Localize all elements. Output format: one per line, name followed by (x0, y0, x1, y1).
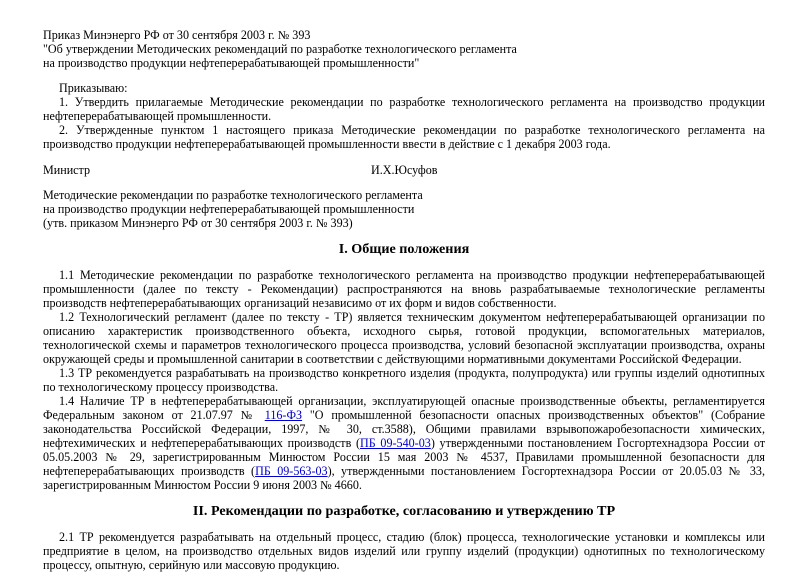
paragraph-1-4-text-a: 1.4 Наличие ТР в нефтеперерабатывающей организации, эксплуатирующей опасные производственные объекты, регламентируется Федеральным законом от 21.07.97 № (43, 394, 765, 422)
paragraph-1-4 (43, 394, 765, 492)
order-subject-line-2: на производство продукции нефтеперерабатывающей промышленности" (43, 56, 420, 70)
section-2-heading: II. Рекомендации по разработке, согласованию и утверждению ТР (192, 503, 616, 519)
order-body (43, 81, 765, 151)
pb-09-563-03-link[interactable]: ПБ 09-563-03 (255, 464, 328, 478)
doc-approval-note: (утв. приказом Минэнерго РФ от 30 сентября 2003 г. № 393) (43, 216, 353, 230)
document-page (43, 28, 765, 572)
paragraph-1-4-text-d: ), утвержденными постановлением Госгортехнадзора России от 20.05.03 № 33, зарегистрированным Минюстом России 9 июня 2003 № 4660. (43, 464, 765, 492)
document-title-block (43, 188, 765, 230)
section-1-heading: I. Общие положения (338, 241, 470, 257)
document-header (43, 28, 765, 70)
pb-09-540-03-link[interactable]: ПБ 09-540-03 (360, 436, 431, 450)
law-116-fz-link[interactable]: 116-ФЗ (264, 408, 303, 422)
doc-title-line-2: на производство продукции нефтеперерабатывающей промышленности (43, 202, 415, 216)
paragraph-1-1: 1.1 Методические рекомендации по разработке технологического регламента на производство продукции нефтеперерабатывающей промышленности (далее по тексту - Рекомендации) распространяются на вновь разрабатываемые технологические регламенты производств нефтеперерабатывающих организаций независимо от их форм и видов собственности. (43, 268, 765, 310)
signer-name: И.Х.Юсуфов (371, 163, 438, 177)
order-item-2: 2. Утвержденные пунктом 1 настоящего приказа Методические рекомендации по разработке технологического регламента на производство продукции нефтеперерабатывающей промышленности ввести в действие с 1 декабря 2003 года. (43, 123, 765, 151)
paragraph-1-4-text-c: ) утвержденными постановлением Госгортехнадзора России от 05.05.2003 № 29, зарегистрированным Минюстом России 15 мая 2003 № 4537, Правилами промышленной безопасности для нефтеперерабатывающих производств ( (43, 436, 765, 478)
paragraph-1-3: 1.3 ТР рекомендуется разрабатывать на производство конкретного изделия (продукта, полупродукта) или группы изделий однотипных по технологическому процессу производства. (43, 366, 765, 394)
order-title: Приказ Минэнерго РФ от 30 сентября 2003 г. № 393 (43, 28, 311, 42)
order-subject-line-1: "Об утверждении Методических рекомендаций по разработке технологического регламента (43, 42, 517, 56)
doc-title-line-1: Методические рекомендации по разработке технологического регламента (43, 188, 423, 202)
order-item-1: 1. Утвердить прилагаемые Методические рекомендации по разработке технологического регламента на производство продукции нефтеперерабатывающей промышленности. (43, 95, 765, 123)
signature-block (43, 163, 765, 177)
signer-title: Министр (43, 163, 91, 177)
paragraph-2-1: 2.1 ТР рекомендуется разрабатывать на отдельный процесс, стадию (блок) процесса, технологические установки и комплексы или предприятие в целом, на производство отдельных видов изделий или группу изделий (продукции) однотипных по технологическому процессу, опытную, серийную или массовую продукцию. (43, 530, 765, 572)
paragraph-1-4-text-b: "О промышленной безопасности опасных производственных объектов" (Собрание законодательства Российской Федерации, 1997, № 30, ст.3588), Общими правилами взрывопожаробезопасности химических, нефтехимических и нефтеперерабатывающих производств ( (43, 408, 765, 450)
paragraph-1-2: 1.2 Технологический регламент (далее по тексту - ТР) является техническим документом нефтеперерабатывающей организации по описанию характеристик производственного объекта, исходного сырья, готовой продукции, вспомогательных материалов, технологической схемы и параметров технологического процесса производства, условий безопасной эксплуатации производства, охраны окружающей среды и промышленной санитарии в соответствии с действующими нормативными документами Российской Федерации. (43, 310, 765, 366)
order-intro: Приказываю: (59, 81, 128, 95)
